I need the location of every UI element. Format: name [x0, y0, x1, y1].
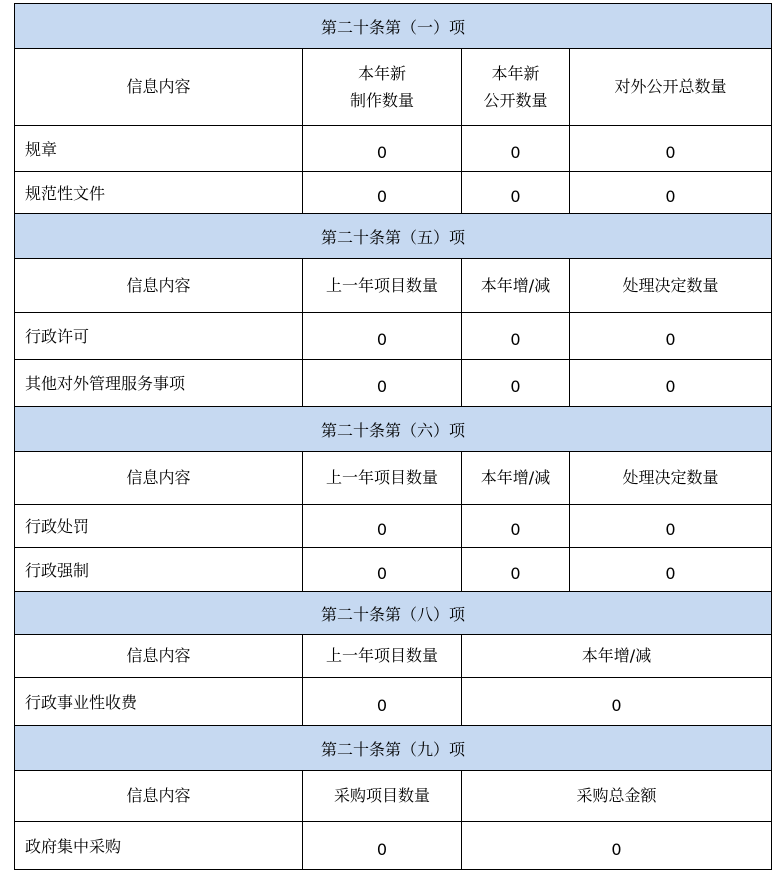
row-label: 政府集中采购	[15, 822, 303, 870]
value-cell: 0	[570, 126, 772, 172]
row-label: 规范性文件	[15, 172, 303, 214]
header-row	[15, 49, 772, 126]
disclosure-table	[14, 3, 772, 870]
value-cell: 0	[570, 313, 772, 360]
value-cell: 0	[303, 172, 462, 214]
header-cell: 信息内容	[15, 49, 303, 126]
header-cell: 上一年项目数量	[303, 635, 462, 678]
header-cell: 采购项目数量	[303, 771, 462, 822]
header-text: 本年新 公开数量	[483, 64, 548, 110]
value-cell: 0	[462, 678, 772, 726]
table-row	[15, 126, 772, 172]
row-label: 行政事业性收费	[15, 678, 303, 726]
header-cell: 上一年项目数量	[303, 259, 462, 313]
value-cell: 0	[570, 505, 772, 548]
value-cell: 0	[303, 678, 462, 726]
header-row	[15, 259, 772, 313]
header-row	[15, 635, 772, 678]
value-cell: 0	[462, 505, 570, 548]
value-cell: 0	[570, 548, 772, 592]
section-row	[15, 592, 772, 635]
header-cell: 信息内容	[15, 635, 303, 678]
header-row	[15, 771, 772, 822]
section-row	[15, 726, 772, 771]
value-cell: 0	[462, 822, 772, 870]
header-cell: 对外公开总数量	[570, 49, 772, 126]
value-cell: 0	[462, 360, 570, 407]
section-title: 第二十条第（五）项	[15, 214, 772, 259]
row-label: 行政许可	[15, 313, 303, 360]
header-cell: 处理决定数量	[570, 452, 772, 505]
value-cell: 0	[303, 505, 462, 548]
section-title: 第二十条第（八）项	[15, 592, 772, 635]
header-cell: 本年增/减	[462, 452, 570, 505]
header-cell: 采购总金额	[462, 771, 772, 822]
header-cell: 信息内容	[15, 259, 303, 313]
header-cell: 信息内容	[15, 771, 303, 822]
section-row	[15, 4, 772, 49]
value-cell: 0	[303, 126, 462, 172]
row-label: 行政处罚	[15, 505, 303, 548]
row-label: 规章	[15, 126, 303, 172]
table-row	[15, 505, 772, 548]
header-text: 本年新 制作数量	[349, 64, 414, 110]
value-cell: 0	[303, 822, 462, 870]
value-cell: 0	[570, 172, 772, 214]
section-title: 第二十条第（一）项	[15, 4, 772, 49]
section-row	[15, 214, 772, 259]
header-cell: 上一年项目数量	[303, 452, 462, 505]
table-row	[15, 678, 772, 726]
row-label: 其他对外管理服务事项	[15, 360, 303, 407]
value-cell: 0	[462, 313, 570, 360]
header-cell: 本年增/减	[462, 635, 772, 678]
header-cell: 处理决定数量	[570, 259, 772, 313]
value-cell: 0	[462, 172, 570, 214]
table-row	[15, 360, 772, 407]
header-row	[15, 452, 772, 505]
header-cell	[303, 49, 462, 126]
row-label: 行政强制	[15, 548, 303, 592]
section-title: 第二十条第（九）项	[15, 726, 772, 771]
table-row	[15, 172, 772, 214]
table-row	[15, 822, 772, 870]
value-cell: 0	[462, 548, 570, 592]
section-row	[15, 407, 772, 452]
value-cell: 0	[570, 360, 772, 407]
header-cell: 本年增/减	[462, 259, 570, 313]
table-row	[15, 313, 772, 360]
header-cell	[462, 49, 570, 126]
value-cell: 0	[462, 126, 570, 172]
value-cell: 0	[303, 360, 462, 407]
section-title: 第二十条第（六）项	[15, 407, 772, 452]
value-cell: 0	[303, 548, 462, 592]
value-cell: 0	[303, 313, 462, 360]
header-cell: 信息内容	[15, 452, 303, 505]
table-row	[15, 548, 772, 592]
